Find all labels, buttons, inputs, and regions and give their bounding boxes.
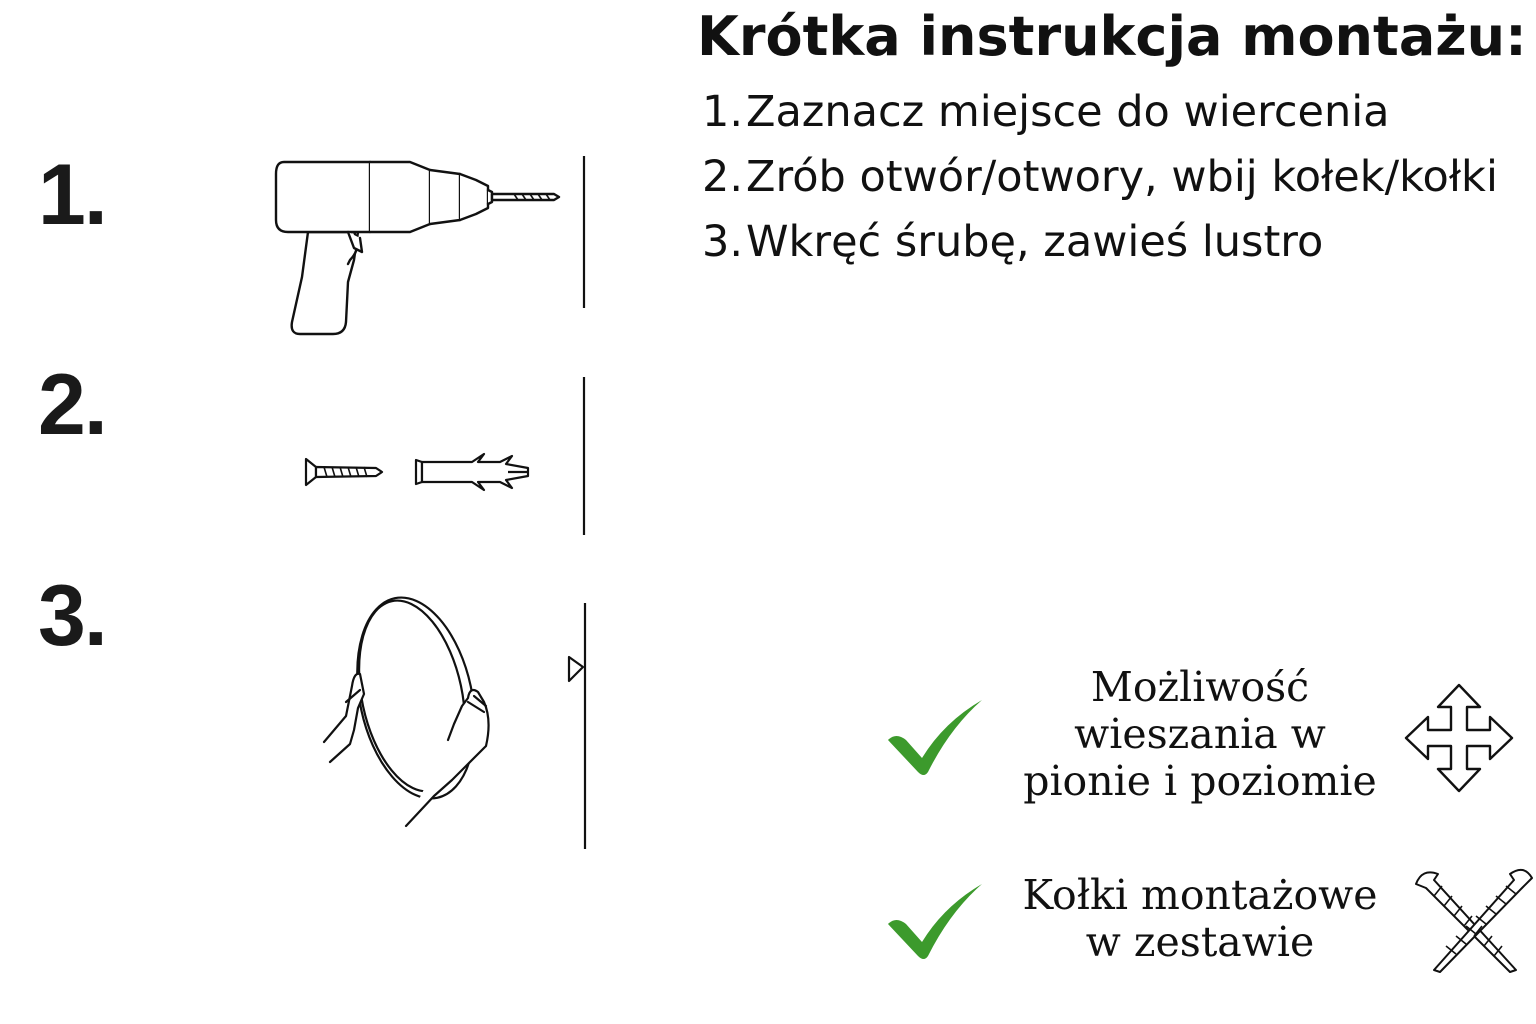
instruction-item	[702, 80, 1498, 145]
instruction-number: 3.	[702, 217, 744, 267]
feature-included-plugs	[1000, 872, 1400, 966]
screw-icon	[304, 455, 384, 489]
instructions-title: Krótka instrukcja montażu:	[697, 5, 1527, 68]
step-number-3: 3.	[38, 568, 106, 664]
instruction-text: Zrób otwór/otwory, wbij kołek/kołki	[746, 152, 1498, 202]
wall-line-2	[582, 377, 586, 537]
instruction-item	[702, 210, 1498, 275]
feature-line: w zestawie	[1085, 918, 1315, 966]
feature-line: Możliwość	[1090, 663, 1310, 711]
feature-line: pionie i poziomie	[1023, 757, 1377, 805]
instruction-item	[702, 145, 1498, 210]
step-number-2: 2.	[38, 357, 106, 453]
step-number-1: 1.	[38, 147, 106, 243]
drill-icon	[270, 152, 570, 342]
mirror-hands-icon	[316, 590, 516, 830]
instruction-text: Zaznacz miejsce do wiercenia	[746, 87, 1390, 137]
instruction-text: Wkręć śrubę, zawieś lustro	[746, 217, 1324, 267]
feature-orientation	[1000, 664, 1400, 805]
wall-plug-icon	[412, 450, 537, 494]
feature-line: wieszania w	[1074, 710, 1326, 758]
instruction-number: 2.	[702, 152, 744, 202]
move-arrows-icon	[1404, 683, 1514, 793]
checkmark-icon	[884, 698, 984, 778]
crossed-screws-icon	[1412, 866, 1536, 976]
instruction-number: 1.	[702, 87, 744, 137]
checkmark-icon	[884, 882, 984, 962]
feature-line: Kołki montażowe	[1022, 871, 1378, 919]
instructions-list	[702, 80, 1498, 275]
wall-hook-icon	[566, 603, 596, 853]
